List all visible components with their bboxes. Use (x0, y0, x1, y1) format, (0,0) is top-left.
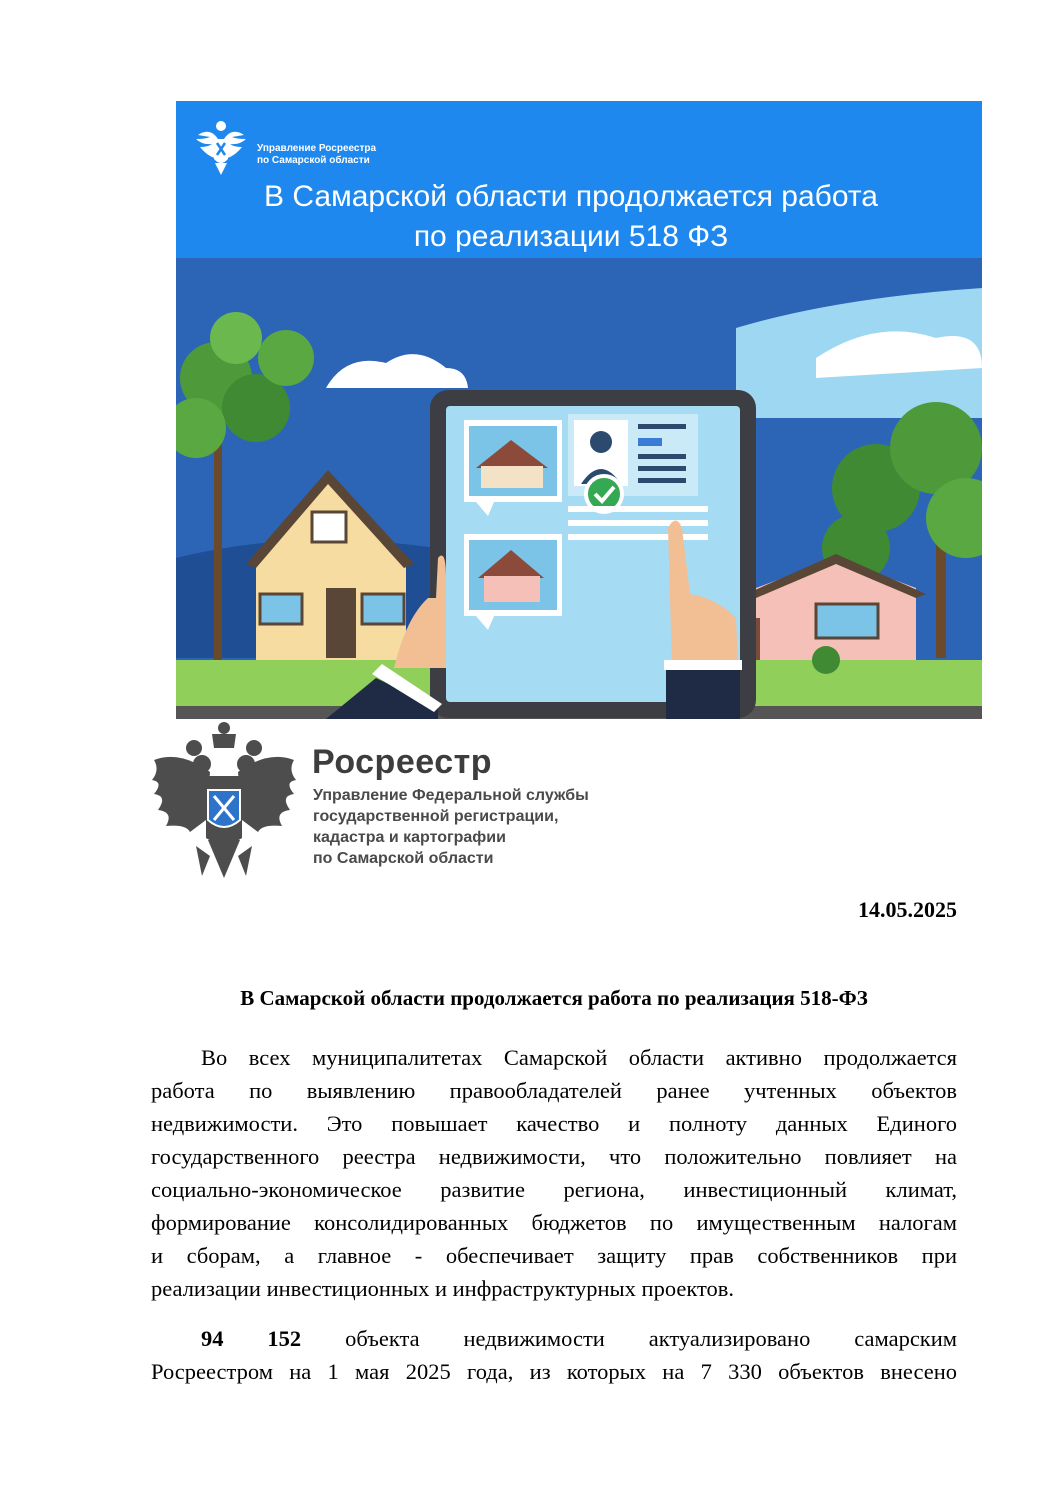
rosreestr-eagle-icon (150, 720, 298, 884)
banner-title (176, 177, 966, 257)
news-banner (176, 101, 982, 719)
banner-org-name (257, 143, 376, 167)
banner-illustration (176, 258, 982, 719)
document-date: 14.05.2025 (858, 897, 957, 922)
paragraph-line: реализации инвестиционных и инфраструктурных проектов. (151, 1276, 735, 1301)
paragraph-line: и сборам, а главное - обеспечивает защиту прав собственников при (151, 1243, 957, 1268)
paragraph-line: работа по выявлению правообладателей ранее учтенных объектов (151, 1078, 957, 1103)
paragraph-line: Во всех муниципалитетах Самарской области активно продолжается (201, 1045, 957, 1070)
paragraph-line: недвижимости. Это повышает качество и полноту данных Единого (151, 1111, 957, 1136)
highlight-number: 94 (201, 1326, 224, 1351)
banner-org-line: Управление Росреестра (257, 143, 377, 154)
brand-subtitle-line: государственной регистрации, (313, 808, 559, 825)
banner-header (176, 101, 982, 258)
rosreestr-eagle-icon (188, 117, 254, 181)
paragraph-line: государственного реестра недвижимости, что положительно повлияет на (151, 1144, 957, 1169)
paragraph-line: социально-экономическое развитие региона, инвестиционный климат, (151, 1177, 957, 1202)
banner-org-line: по Самарской области (257, 155, 370, 166)
brand-name: Росреестр (312, 743, 493, 781)
brand-subtitle-line: Управление Федеральной службы (313, 787, 589, 804)
brand-subtitle-line: по Самарской области (313, 850, 494, 867)
paragraph-line: Росреестром на 1 мая 2025 года, из которых на 7 330 объектов внесено (151, 1359, 957, 1384)
paragraph-line (151, 1322, 957, 1355)
paragraph-line: формирование консолидированных бюджетов по имущественным налогам (151, 1210, 957, 1235)
brand-subtitle-line: кадастра и картографии (313, 829, 506, 846)
banner-title-line: по реализации 518 ФЗ (413, 220, 729, 253)
brand-subtitle (313, 785, 589, 869)
paragraph-text: объекта недвижимости актуализировано самарским (345, 1326, 958, 1351)
paragraph-2 (151, 1322, 957, 1388)
document-title: В Самарской области продолжается работа по реализация 518-ФЗ (240, 986, 868, 1010)
paragraph-1 (151, 1041, 957, 1305)
highlight-number: 152 (267, 1326, 302, 1351)
banner-title-line: В Самарской области продолжается работа (264, 180, 878, 213)
